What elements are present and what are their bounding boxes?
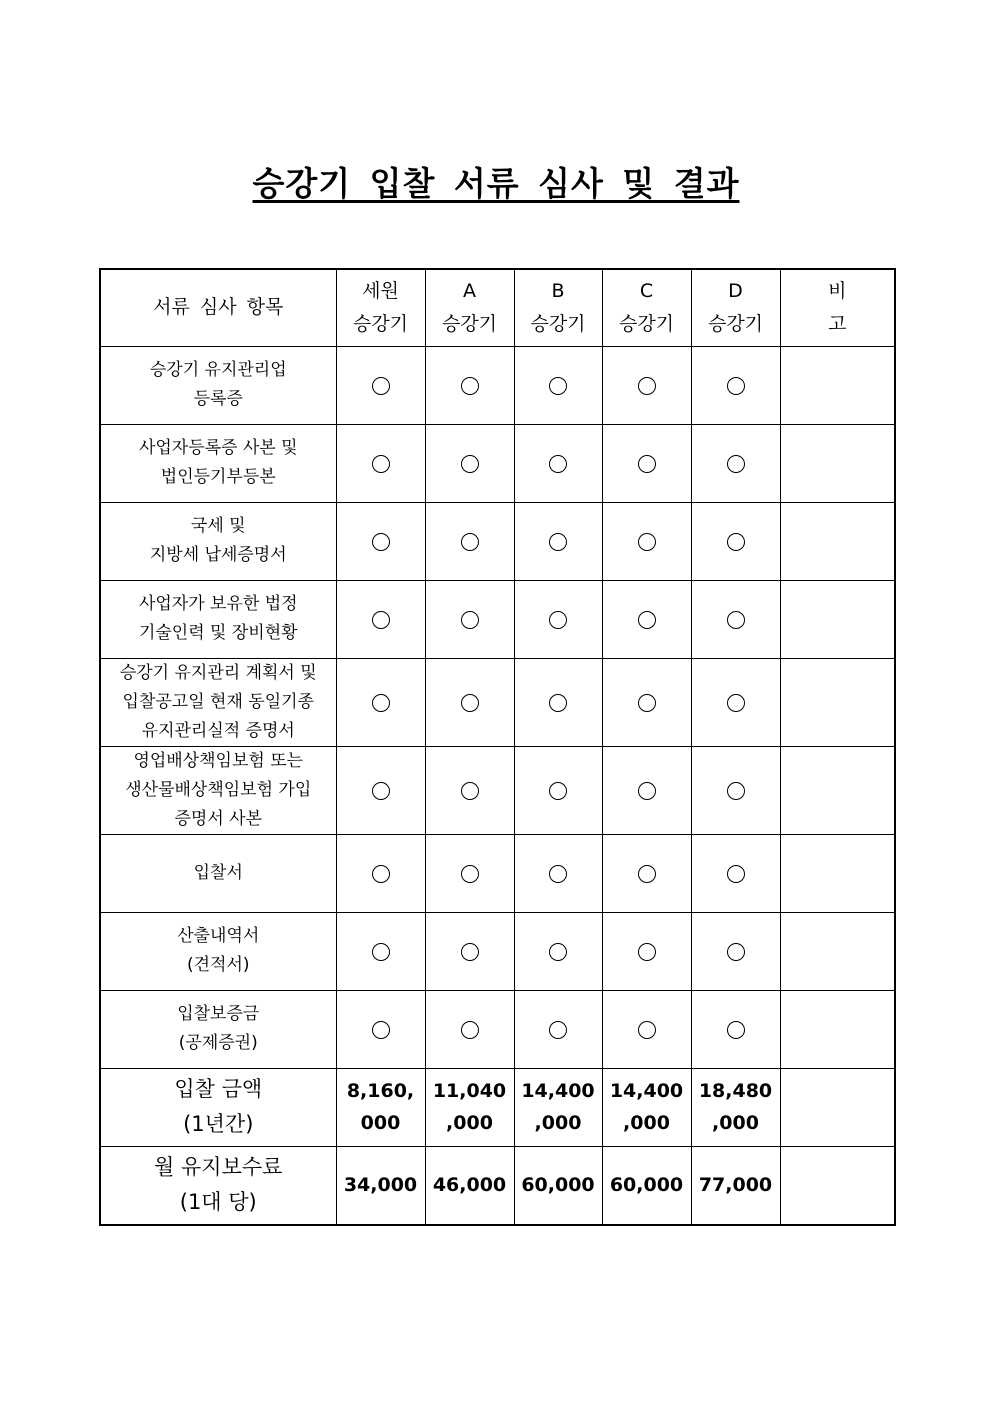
circle-mark-icon: [461, 455, 479, 473]
check-cell: [336, 834, 425, 912]
check-cell: [425, 658, 514, 746]
header-vendor-name: B: [551, 279, 565, 302]
circle-mark-icon: [372, 865, 390, 883]
check-cell: [691, 658, 780, 746]
circle-mark-icon: [727, 611, 745, 629]
circle-mark-icon: [727, 943, 745, 961]
circle-mark-icon: [461, 782, 479, 800]
review-row: [100, 580, 895, 658]
check-cell: [691, 502, 780, 580]
check-cell: [336, 424, 425, 502]
check-cell: [602, 746, 691, 834]
review-item-line: 산출내역서: [177, 926, 260, 946]
review-item-line: 생산물배상책임보험 가입: [125, 779, 312, 800]
header-vendor-suffix: 승강기: [352, 312, 409, 335]
check-cell: [425, 834, 514, 912]
circle-mark-icon: [727, 694, 745, 712]
review-item-label: [100, 424, 336, 502]
check-cell: [514, 912, 602, 990]
review-row: [100, 834, 895, 912]
check-cell: [514, 580, 602, 658]
check-cell: [425, 746, 514, 834]
review-item-label: [100, 834, 336, 912]
circle-mark-icon: [372, 377, 390, 395]
note-cell: [780, 990, 895, 1068]
check-cell: [425, 912, 514, 990]
circle-mark-icon: [638, 455, 656, 473]
review-item-line: 승강기 유지관리업: [149, 360, 287, 380]
review-row: [100, 424, 895, 502]
check-cell: [514, 424, 602, 502]
check-cell: [336, 346, 425, 424]
review-item-label: [100, 502, 336, 580]
circle-mark-icon: [549, 943, 567, 961]
bid-amount-part: 000: [360, 1112, 401, 1134]
check-cell: [602, 502, 691, 580]
header-row: [100, 269, 895, 346]
circle-mark-icon: [549, 377, 567, 395]
bid-amount-part: 8,160,: [346, 1080, 415, 1102]
check-cell: [602, 658, 691, 746]
review-item-line: 입찰보증금: [177, 1004, 260, 1024]
bid-amount-value: [602, 1068, 691, 1146]
circle-mark-icon: [549, 1021, 567, 1039]
header-vendor-name: A: [463, 279, 476, 302]
check-cell: [691, 912, 780, 990]
monthly-fee-row: [100, 1146, 895, 1225]
header-note: 비고: [780, 269, 895, 346]
circle-mark-icon: [638, 782, 656, 800]
check-cell: [691, 424, 780, 502]
check-cell: [425, 580, 514, 658]
circle-mark-icon: [727, 533, 745, 551]
header-vendor-name: 세원: [362, 279, 399, 302]
circle-mark-icon: [372, 611, 390, 629]
check-cell: [514, 502, 602, 580]
monthly-fee-value: 60,000: [514, 1146, 602, 1225]
review-item-label: [100, 580, 336, 658]
review-item-label: [100, 658, 336, 746]
circle-mark-icon: [549, 694, 567, 712]
check-cell: [691, 580, 780, 658]
header-vendor: [336, 269, 425, 346]
circle-mark-icon: [638, 533, 656, 551]
review-row: [100, 658, 895, 746]
bid-amount-row: [100, 1068, 895, 1146]
circle-mark-icon: [638, 377, 656, 395]
bid-amount-part: ,000: [446, 1112, 493, 1134]
circle-mark-icon: [372, 694, 390, 712]
bid-amount-label-line2: (1년간): [183, 1112, 254, 1136]
bid-amount-value: [336, 1068, 425, 1146]
check-cell: [425, 424, 514, 502]
review-item-line: 사업자등록증 사본 및: [138, 438, 298, 458]
review-item-line: 국세 및: [190, 516, 246, 536]
check-cell: [425, 502, 514, 580]
note-cell: [780, 658, 895, 746]
header-vendor-suffix: 승강기: [530, 312, 586, 335]
review-row: [100, 746, 895, 834]
check-cell: [602, 990, 691, 1068]
circle-mark-icon: [727, 865, 745, 883]
check-cell: [336, 912, 425, 990]
circle-mark-icon: [372, 533, 390, 551]
review-item-line: 입찰서: [193, 862, 243, 883]
review-item-label: [100, 990, 336, 1068]
note-cell: [780, 1146, 895, 1225]
circle-mark-icon: [461, 533, 479, 551]
amount-body: [100, 1068, 895, 1225]
review-row: [100, 502, 895, 580]
document-title-wrap: [0, 158, 992, 205]
check-cell: [602, 912, 691, 990]
check-cell: [602, 834, 691, 912]
bid-amount-value: [514, 1068, 602, 1146]
check-cell: [691, 834, 780, 912]
circle-mark-icon: [461, 694, 479, 712]
circle-mark-icon: [461, 377, 479, 395]
header-vendor: [691, 269, 780, 346]
check-cell: [691, 346, 780, 424]
check-cell: [514, 346, 602, 424]
header-vendor: [514, 269, 602, 346]
note-cell: [780, 580, 895, 658]
review-item-line: (공제증권): [178, 1033, 258, 1053]
note-cell: [780, 1068, 895, 1146]
monthly-fee-value: 77,000: [691, 1146, 780, 1225]
review-row: [100, 990, 895, 1068]
check-cell: [336, 580, 425, 658]
circle-mark-icon: [727, 1021, 745, 1039]
circle-mark-icon: [727, 782, 745, 800]
review-item-line: 영업배상책임보험 또는: [133, 750, 304, 771]
check-cell: [336, 502, 425, 580]
check-cell: [514, 834, 602, 912]
note-cell: [780, 502, 895, 580]
review-table: [99, 268, 896, 1226]
header-vendor-suffix: 승강기: [707, 312, 764, 335]
check-cell: [514, 990, 602, 1068]
check-cell: [691, 990, 780, 1068]
header-vendor-suffix: 승강기: [441, 312, 498, 335]
review-item-line: 등록증: [193, 389, 243, 409]
check-cell: [514, 658, 602, 746]
check-cell: [336, 746, 425, 834]
bid-amount-part: 11,040: [432, 1080, 507, 1102]
bid-amount-label-line1: 입찰 금액: [174, 1077, 263, 1101]
bid-amount-part: 14,400: [609, 1080, 684, 1102]
review-item-line: (견적서): [186, 955, 250, 975]
bid-amount-value: [425, 1068, 514, 1146]
review-item-label: [100, 746, 336, 834]
circle-mark-icon: [727, 455, 745, 473]
check-cell: [514, 746, 602, 834]
bid-amount-part: 14,400: [521, 1080, 595, 1102]
check-cell: [336, 658, 425, 746]
circle-mark-icon: [461, 1021, 479, 1039]
circle-mark-icon: [461, 611, 479, 629]
monthly-fee-label-line2: (1대 당): [179, 1190, 257, 1214]
bid-amount-value: [691, 1068, 780, 1146]
header-vendor: [425, 269, 514, 346]
review-item-line: 승강기 유지관리 계획서 및: [119, 662, 317, 683]
check-cell: [602, 346, 691, 424]
circle-mark-icon: [638, 865, 656, 883]
circle-mark-icon: [549, 533, 567, 551]
check-cell: [691, 746, 780, 834]
review-item-line: 법인등기부등본: [160, 467, 276, 487]
monthly-fee-label: [100, 1146, 336, 1225]
note-cell: [780, 424, 895, 502]
review-row: [100, 346, 895, 424]
bid-amount-part: ,000: [712, 1112, 759, 1134]
check-cell: [425, 346, 514, 424]
check-cell: [602, 580, 691, 658]
circle-mark-icon: [372, 943, 390, 961]
monthly-fee-label-line1: 월 유지보수료: [154, 1155, 283, 1179]
circle-mark-icon: [549, 782, 567, 800]
header-vendor-name: C: [639, 279, 654, 302]
circle-mark-icon: [638, 943, 656, 961]
circle-mark-icon: [638, 694, 656, 712]
document-title: 승강기 입찰 서류 심사 및 결과: [252, 164, 740, 203]
review-item-line: 기술인력 및 장비현황: [138, 623, 298, 643]
check-cell: [602, 424, 691, 502]
review-item-line: 입찰공고일 현재 동일기종: [122, 691, 314, 712]
note-cell: [780, 912, 895, 990]
bid-amount-part: ,000: [623, 1112, 670, 1134]
note-cell: [780, 746, 895, 834]
monthly-fee-value: 34,000: [336, 1146, 425, 1225]
bid-amount-label: [100, 1068, 336, 1146]
circle-mark-icon: [372, 782, 390, 800]
header-vendor: [602, 269, 691, 346]
circle-mark-icon: [549, 611, 567, 629]
check-cell: [336, 990, 425, 1068]
review-item-label: [100, 346, 336, 424]
circle-mark-icon: [638, 611, 656, 629]
bid-amount-part: 18,480: [698, 1080, 773, 1102]
circle-mark-icon: [461, 865, 479, 883]
circle-mark-icon: [638, 1021, 656, 1039]
review-item-line: 유지관리실적 증명서: [141, 720, 295, 741]
review-item-line: 증명서 사본: [174, 808, 262, 829]
circle-mark-icon: [549, 865, 567, 883]
header-item: 서류 심사 항목: [100, 269, 336, 346]
review-row: [100, 912, 895, 990]
circle-mark-icon: [549, 455, 567, 473]
circle-mark-icon: [372, 1021, 390, 1039]
monthly-fee-value: 46,000: [425, 1146, 514, 1225]
circle-mark-icon: [727, 377, 745, 395]
review-item-label: [100, 912, 336, 990]
bid-amount-part: ,000: [534, 1112, 582, 1134]
circle-mark-icon: [372, 455, 390, 473]
monthly-fee-value: 60,000: [602, 1146, 691, 1225]
review-body: [100, 346, 895, 1068]
header-vendor-name: D: [728, 279, 743, 302]
review-item-line: 사업자가 보유한 법정: [138, 594, 298, 614]
note-cell: [780, 834, 895, 912]
check-cell: [425, 990, 514, 1068]
header-vendor-suffix: 승강기: [618, 312, 675, 335]
review-item-line: 지방세 납세증명서: [149, 545, 287, 565]
circle-mark-icon: [461, 943, 479, 961]
note-cell: [780, 346, 895, 424]
